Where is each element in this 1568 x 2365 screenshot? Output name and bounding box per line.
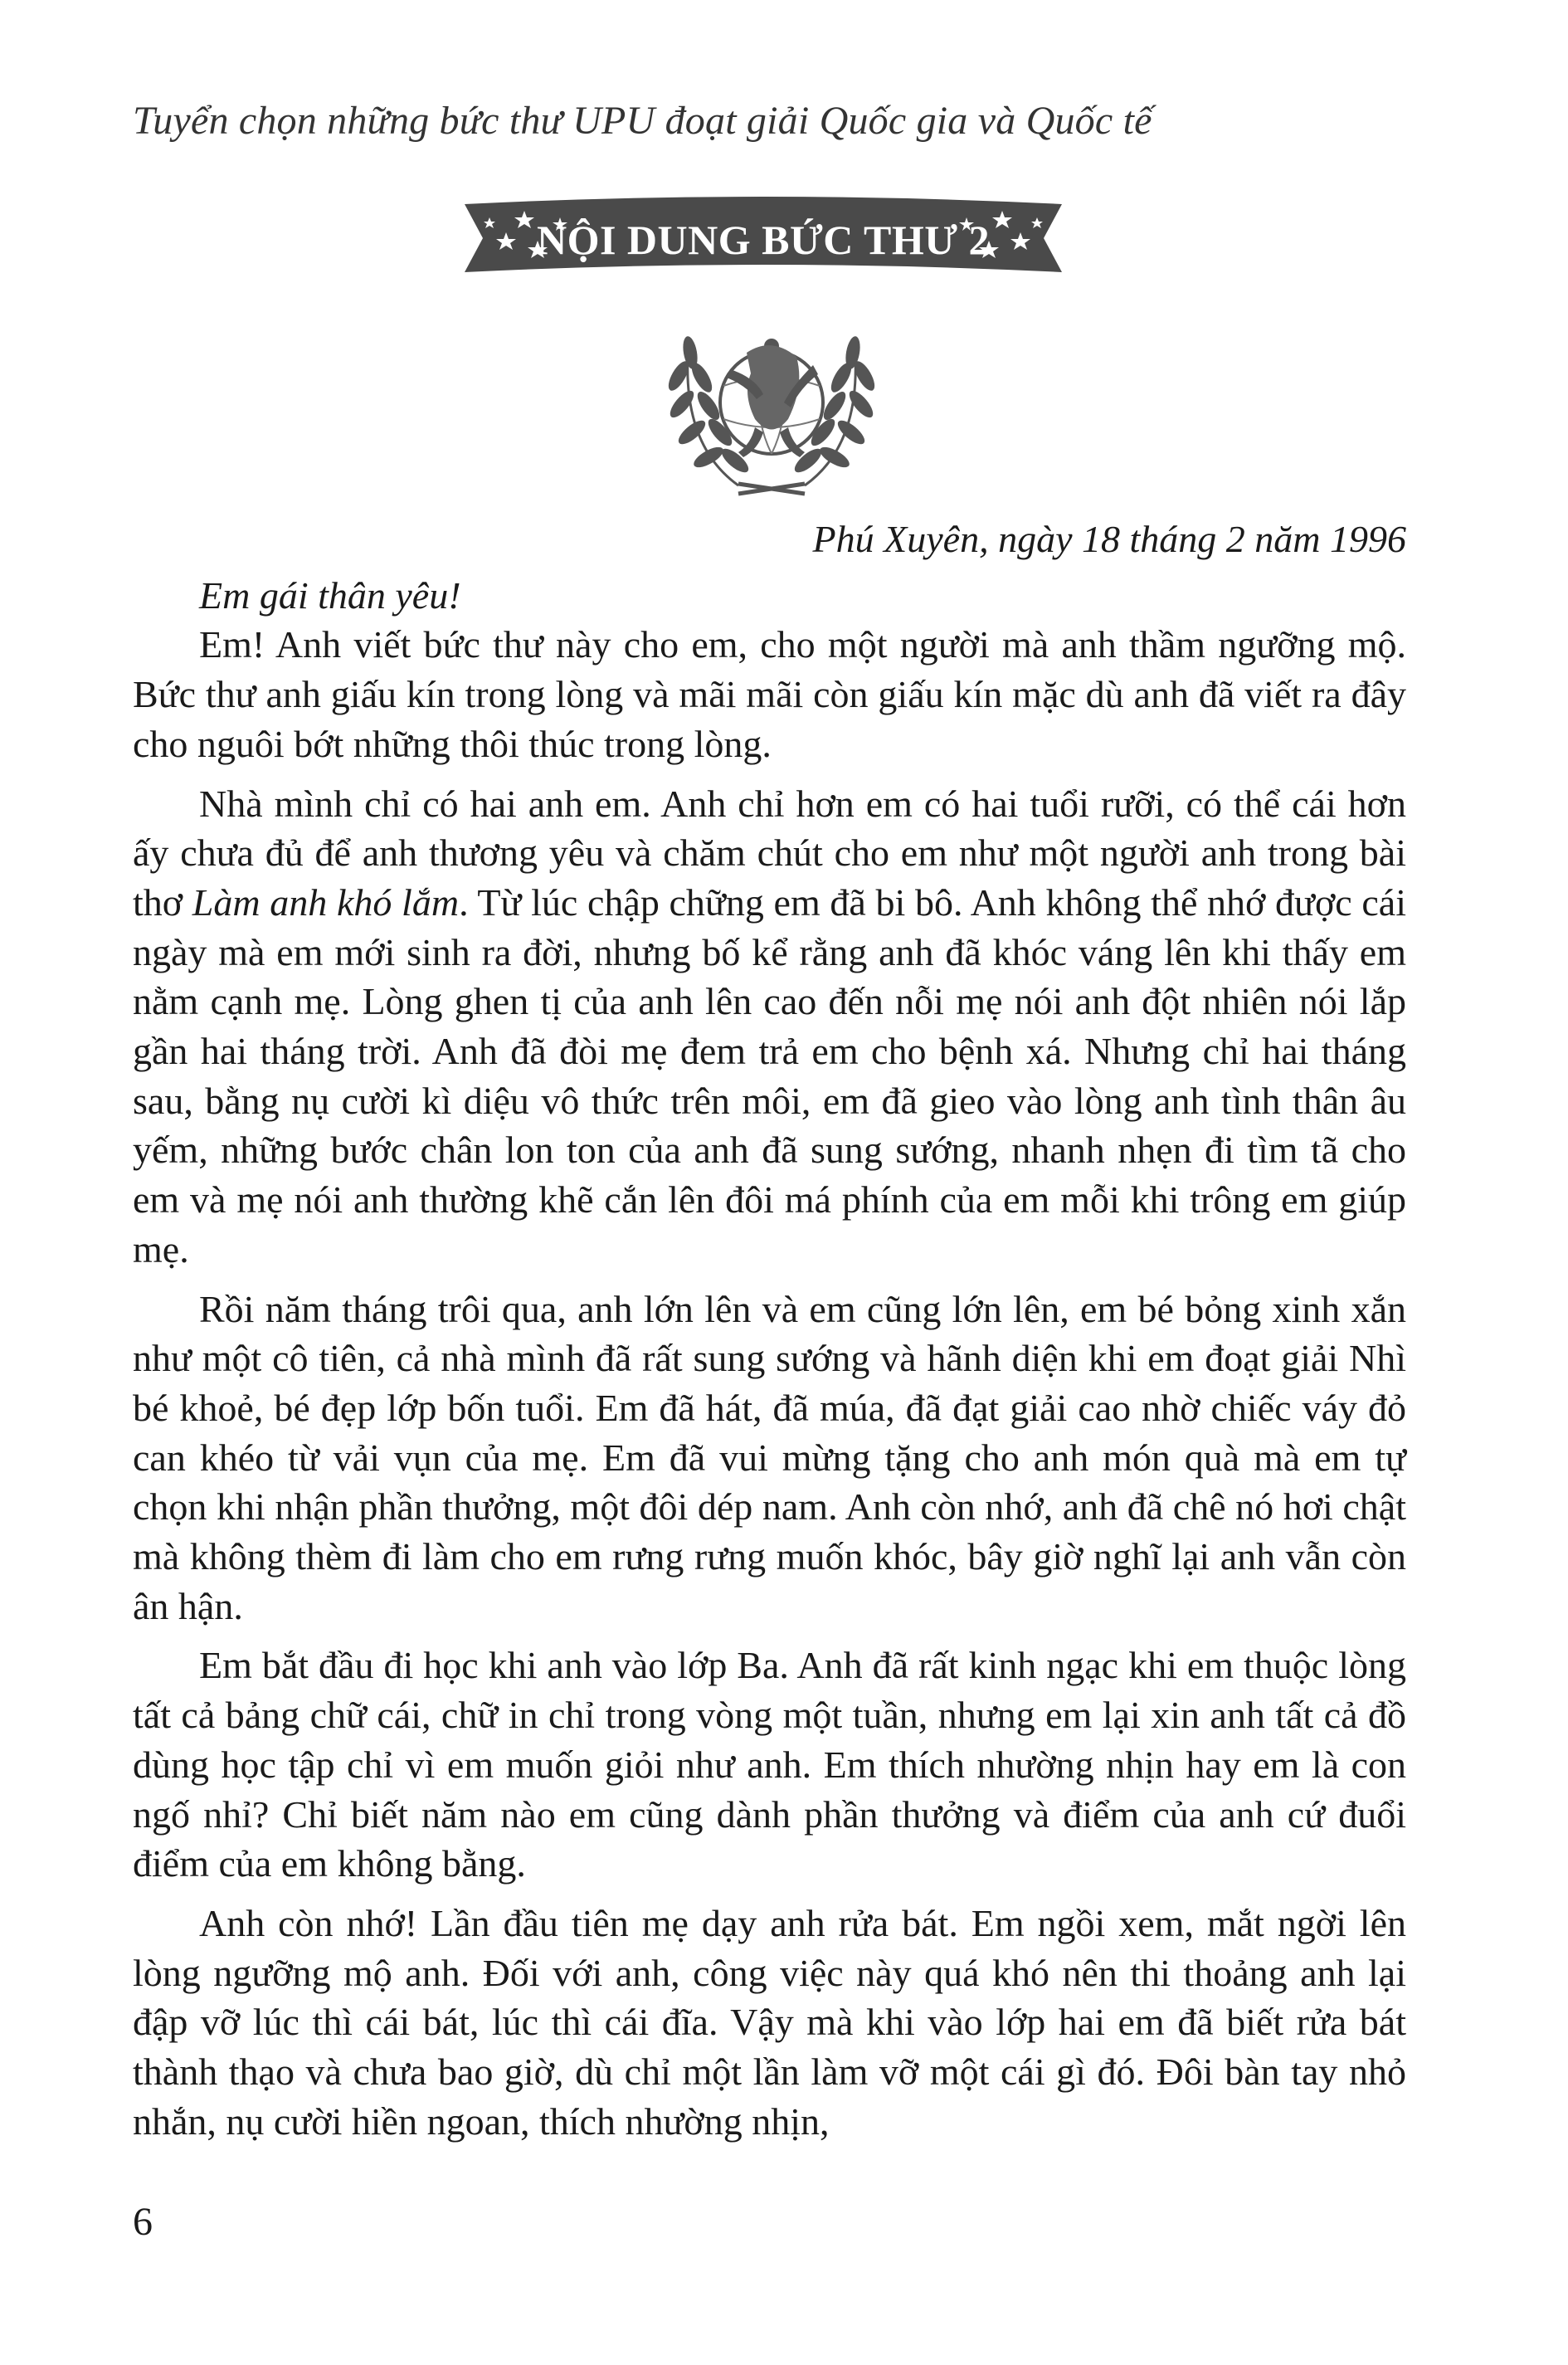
running-header: Tuyển chọn những bức thư UPU đoạt giải Quốc gia và Quốc tế — [133, 99, 1152, 143]
upu-emblem-icon — [647, 295, 896, 510]
paragraph — [133, 779, 1406, 1275]
paragraph: Em! Anh viết bức thư này cho em, cho một người mà anh thầm ngưỡng mộ. Bức thư anh giấu kín trong lòng và mãi mãi còn giấu kín mặc dù anh đã viết ra đây cho nguôi bớt những thôi thúc trong lòng. — [133, 623, 1406, 765]
letter-greeting: Em gái thân yêu! — [199, 573, 461, 617]
section-title: NỘI DUNG BỨC THƯ 2 — [536, 217, 991, 263]
paragraph-text: . Từ lúc chập chững em đã bi bô. Anh không thể nhớ được cái ngày mà em mới sinh ra đời, nhưng bố kể rằng anh đã khóc váng lên khi thấy em nằm cạnh mẹ. Lòng ghen tị của anh lên cao đến nỗi mẹ nói anh đột nhiên nói lắp gần hai tháng trời. Anh đã đòi mẹ đem trả em cho bệnh xá. Nhưng chỉ hai tháng sau, bằng nụ cười kì diệu vô thức trên môi, em đã gieo vào lòng anh tình thân âu yếm, những bước chân lon ton của anh đã sung sướng, nhanh nhẹn đi tìm tã cho em và mẹ nói anh thường khẽ cắn lên đôi má phính của em mỗi khi trông em giúp mẹ. — [133, 880, 1407, 1270]
paragraph: Anh còn nhớ! Lần đầu tiên mẹ dạy anh rửa bát. Em ngồi xem, mắt ngời lên lòng ngưỡng mộ anh. Đối với anh, công việc này quá khó nên thi thoảng anh lại đập vỡ lúc thì cái bát, lúc thì cái đĩa. Vậy mà khi vào lớp hai em đã biết rửa bát thành thạo và chưa bao giờ, dù chỉ một lần làm vỡ một cái gì đó. Đôi bàn tay nhỏ nhắn, nụ cười hiền ngoan, thích nhường nhịn, — [133, 1901, 1406, 2143]
paragraph: Em bắt đầu đi học khi anh vào lớp Ba. Anh đã rất kinh ngạc khi em thuộc lòng tất cả bảng chữ cái, chữ in chỉ trong vòng một tuần, nhưng em lại xin anh tất cả đồ dùng học tập chỉ vì em muốn giỏi như anh. Em thích nhường nhịn hay em là con ngố nhỉ? Chỉ biết năm nào em cũng dành phần thưởng và điểm của anh cứ đuổi điểm của em không bằng. — [133, 1644, 1406, 1885]
poem-title: Làm anh khó lắm — [192, 880, 460, 924]
section-banner — [465, 193, 1062, 284]
page-number: 6 — [133, 2200, 153, 2244]
letter-body — [133, 514, 1406, 2157]
paragraph: Rồi năm tháng trôi qua, anh lớn lên và em cũng lớn lên, em bé bỏng xinh xắn như một cô tiên, cả nhà mình đã rất sung sướng và hãnh diện khi em đoạt giải Nhì bé khoẻ, bé đẹp lớp bốn tuổi. Em đã hát, đã múa, đã đạt giải cao nhờ chiếc váy đỏ can khéo từ vải vụn của mẹ. Em đã vui mừng tặng cho anh món quà mà em tự chọn khi nhận phần thưởng, một đôi dép nam. Anh còn nhớ, anh đã chê nó hơi chật mà không thèm đi làm cho em rưng rưng muốn khóc, bây giờ nghĩ lại anh vẫn còn ân hận. — [133, 1287, 1406, 1627]
paragraph-text: Nhà mình chỉ có hai anh em. Anh chỉ hơn em có hai tuổi rưỡi, có thể cái hơn ấy chưa đủ để anh thương yêu và chăm chút cho em như một người anh trong bài thơ — [133, 782, 1406, 924]
letter-date: Phú Xuyên, ngày 18 tháng 2 năm 1996 — [812, 518, 1406, 560]
